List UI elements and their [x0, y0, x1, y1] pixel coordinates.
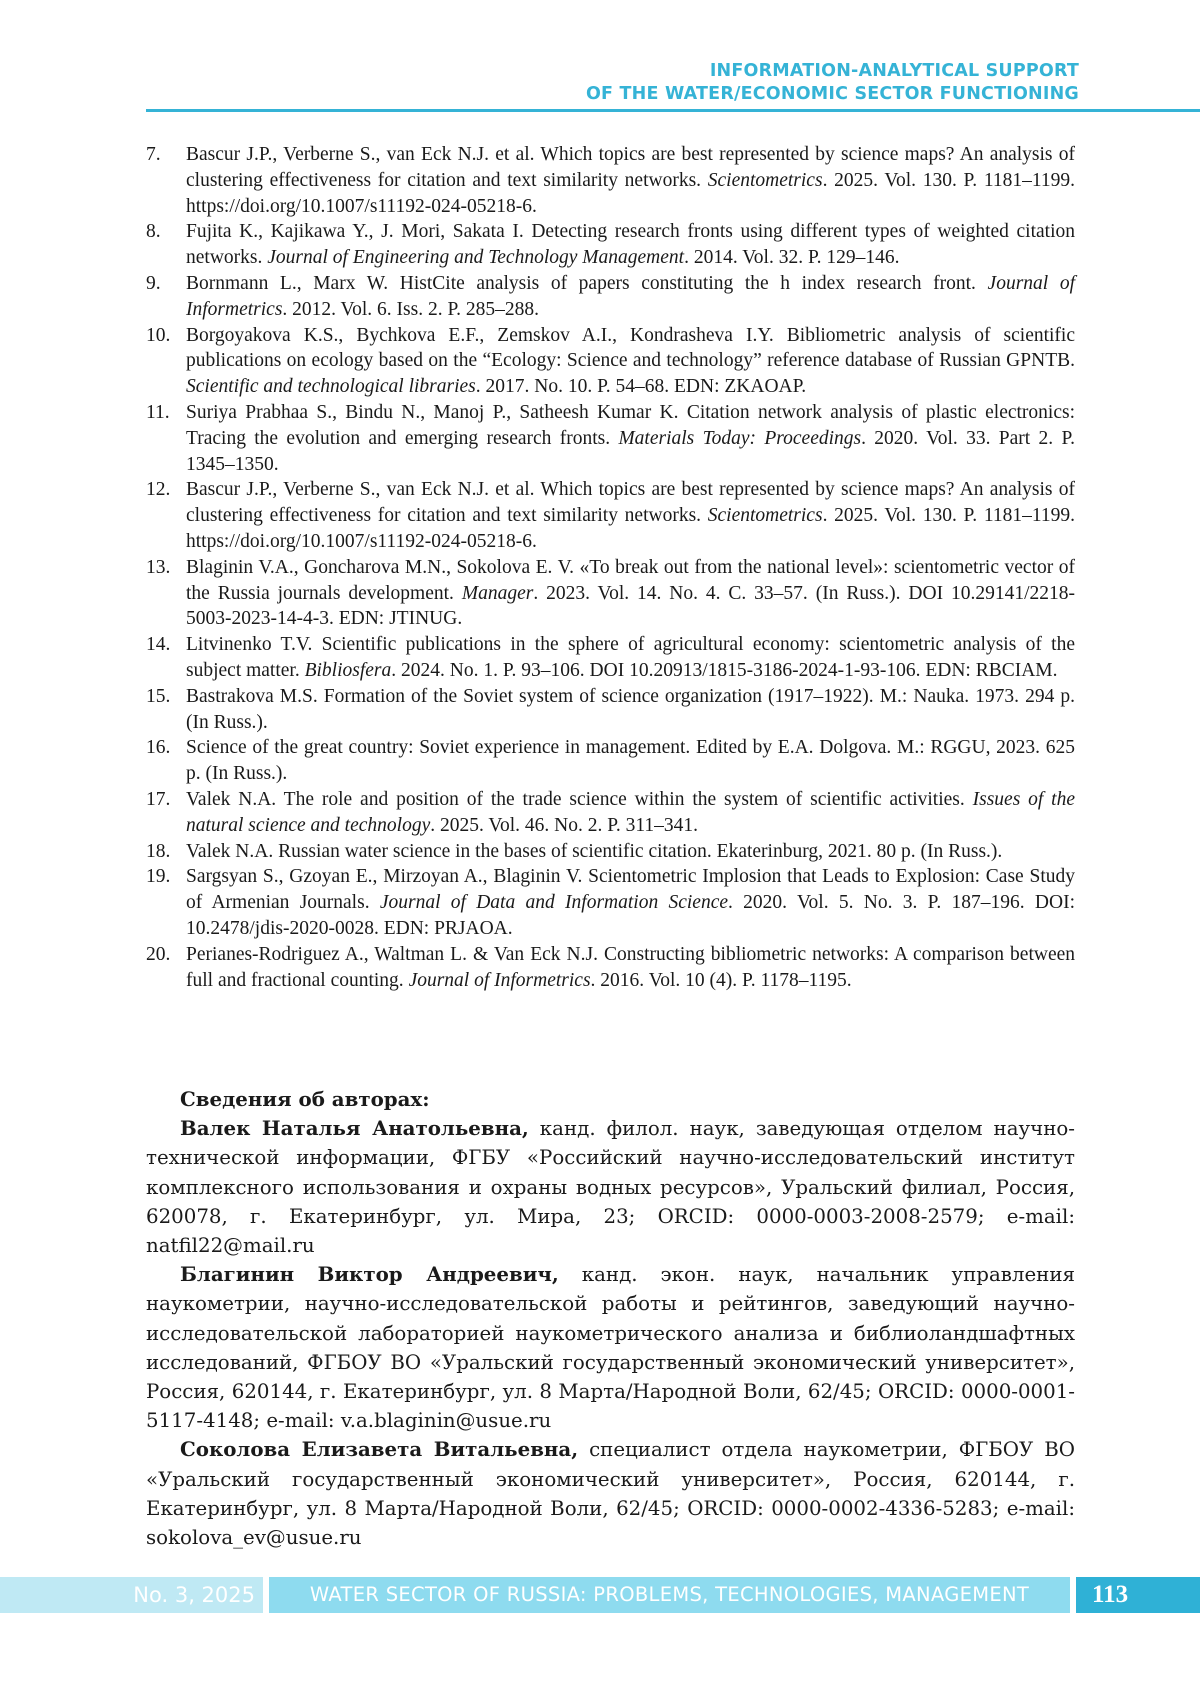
page-footer	[0, 1577, 1200, 1613]
reference-source: Materials Today: Proceedings	[618, 427, 862, 449]
reference-item	[146, 839, 1075, 865]
reference-item	[146, 735, 1075, 787]
reference-number: 10.	[146, 324, 171, 346]
header-rule	[146, 109, 1200, 112]
reference-details: . 2016. Vol. 10 (4). P. 1178–1195.	[590, 969, 852, 991]
author-name: Благинин Виктор Андреевич,	[180, 1262, 559, 1287]
header-line-1: INFORMATION-ANALYTICAL SUPPORT	[709, 61, 1079, 81]
reference-text: Sargsyan S., Gzoyan E., Mirzoyan A., Blaginin V. Scientometric Implosion that Leads to Explosion: Case Study of Armenian Journals.	[186, 866, 1075, 914]
reference-number: 20.	[146, 943, 171, 965]
authors-list	[146, 1114, 1075, 1552]
reference-text: Bascur J.P., Verberne S., van Eck N.J. et al. Which topics are best represented by science maps? An analysis of clustering effectiveness for citation and text similarity networks.	[186, 479, 1075, 527]
reference-text: Science of the great country: Soviet experience in management. Edited by E.A. Dolgova. M.: RGGU, 2023. 625 p. (In Russ.).	[186, 737, 1075, 785]
author-info	[146, 1435, 1075, 1552]
reference-number: 15.	[146, 685, 171, 707]
reference-item	[146, 323, 1075, 400]
reference-text: Suriya Prabhaa S., Bindu N., Manoj P., Satheesh Kumar K. Citation network analysis of plastic electronics: Tracing the evolution and emerging research fronts.	[186, 401, 1075, 449]
reference-source: Scientometrics	[707, 169, 823, 191]
reference-source: Bibliosfera	[304, 659, 392, 681]
reference-details: . 2012. Vol. 6. Iss. 2. P. 285–288.	[282, 298, 540, 320]
reference-number: 16.	[146, 737, 171, 759]
reference-source: Journal of Data and Information Science	[379, 892, 729, 914]
reference-item	[146, 787, 1075, 839]
reference-item	[146, 864, 1075, 941]
reference-source: Scientific and technological libraries	[186, 376, 476, 398]
author-details: канд. филол. наук, заведующая отделом научно-технической информации, ФГБУ «Российский научно-исследовательский институт комплексного использования и охраны водных ресурсов», Уральский филиал, Россия, 620078, г. Екатеринбург, ул. Мира, 23; ORCID: 0000-0003-2008-2579; e-mail: natfil22@mail.ru	[146, 1117, 1075, 1258]
reference-text: Litvinenko T.V. Scientific publications in the sphere of agricultural economy: scientometric analysis of the subject matter.	[186, 634, 1075, 681]
reference-source: Manager	[461, 582, 534, 604]
reference-text: Valek N.A. Russian water science in the bases of scientific citation. Ekaterinburg, 2021. 80 p. (In Russ.).	[186, 840, 1003, 862]
reference-details: . 2025. Vol. 46. No. 2. P. 311–341.	[430, 814, 699, 836]
reference-source: Scientometrics	[707, 505, 823, 527]
reference-text: Valek N.A. The role and position of the trade science within the system of scientific activities.	[186, 788, 973, 810]
authors-heading: Сведения об авторах:	[180, 1087, 430, 1111]
reference-number: 12.	[146, 479, 171, 501]
reference-item	[146, 942, 1075, 994]
reference-text: Bornmann L., Marx W. HistCite analysis of papers constituting the h index research front.	[186, 272, 988, 294]
reference-text: Bascur J.P., Verberne S., van Eck N.J. et al. Which topics are best represented by science maps? An analysis of clustering effectiveness for citation and text similarity networks.	[186, 144, 1075, 191]
author-info	[146, 1260, 1075, 1435]
reference-source: Journal of Informetrics	[408, 969, 591, 991]
author-details: канд. экон. наук, начальник управления наукометрии, научно-исследовательской работы и рейтингов, заведующий научно-исследовательской лабораторией наукометрического анализа и библиоландшафтных исследований, ФГБОУ ВО «Уральский государственный экономический университет», Россия, 620144, г. Екатеринбург, ул. 8 Марта/Народной Воли, 62/45; ORCID: 0000-0001-5117-4148; e-mail: v.a.blaginin@usue.ru	[146, 1263, 1075, 1433]
reference-number: 9.	[146, 272, 161, 294]
reference-details: . 2014. Vol. 32. P. 129–146.	[684, 247, 900, 269]
reference-number: 18.	[146, 840, 171, 862]
reference-text: Perianes-Rodriguez A., Waltman L. & Van Eck N.J. Constructing bibliometric networks: A comparison between full and fractional counting.	[186, 943, 1075, 991]
footer-journal-title: WATER SECTOR OF RUSSIA: PROBLEMS, TECHNOLOGIES, MANAGEMENT	[269, 1577, 1070, 1613]
reference-source: Issues of the natural science and technology	[186, 788, 1076, 836]
author-name: Соколова Елизавета Витальевна,	[180, 1437, 579, 1462]
reference-text: Borgoyakova K.S., Bychkova E.F., Zemskov A.I., Kondrasheva I.Y. Bibliometric analysis of scientific publications on ecology based on the “Ecology: Science and technology” reference database of Russian GPNTB.	[186, 324, 1075, 372]
reference-item	[146, 142, 1075, 219]
reference-number: 7.	[146, 144, 161, 165]
reference-item	[146, 632, 1075, 684]
reference-item	[146, 400, 1075, 477]
reference-item	[146, 477, 1075, 554]
reference-details: . 2023. Vol. 14. No. 4. C. 33–57. (In Russ.). DOI 10.29141/2218-5003-2023-14-4-3. EDN: JTINUG.	[186, 582, 1075, 630]
reference-item	[146, 219, 1075, 271]
author-info	[146, 1114, 1075, 1260]
author-name: Валек Наталья Анатольевна,	[180, 1116, 529, 1141]
reference-number: 19.	[146, 866, 171, 888]
footer-issue: No. 3, 2025	[0, 1577, 263, 1613]
reference-number: 11.	[146, 401, 170, 423]
author-details: специалист отдела наукометрии, ФГБОУ ВО «Уральский государственный экономический университет», Россия, 620144, г. Екатеринбург, ул. 8 Марта/Народной Воли, 62/45; ORCID: 0000-0002-4336-5283; e-mail: sokolova_ev@usue.ru	[146, 1438, 1075, 1550]
reference-number: 13.	[146, 556, 171, 578]
reference-item	[146, 684, 1075, 736]
reference-text: Bastrakova M.S. Formation of the Soviet system of science organization (1917–1922). M.: Nauka. 1973. 294 p. (In Russ.).	[186, 685, 1075, 733]
reference-details: . 2025. Vol. 130. P. 1181–1199. https://doi.org/10.1007/s11192-024-05218-6.	[186, 169, 1075, 217]
reference-source: Journal of Engineering and Technology Management	[267, 247, 685, 269]
reference-item	[146, 271, 1075, 323]
reference-list	[146, 142, 1075, 993]
reference-details: . 2024. No. 1. P. 93–106. DOI 10.20913/1815-3186-2024-1-93-106. EDN: RBCIAM.	[391, 659, 1058, 681]
reference-source: Journal of Informetrics	[186, 272, 1075, 320]
reference-item	[146, 555, 1075, 632]
header-line-2: OF THE WATER/ECONOMIC SECTOR FUNCTIONING	[585, 84, 1079, 104]
page-number: 113	[1076, 1577, 1200, 1613]
reference-number: 17.	[146, 788, 171, 810]
reference-text: Fujita K., Kajikawa Y., J. Mori, Sakata I. Detecting research fronts using different types of weighted citation networks.	[186, 221, 1075, 269]
reference-details: . 2020. Vol. 5. No. 3. P. 187–196. DOI: 10.2478/jdis-2020-0028. EDN: PRJAOA.	[186, 892, 1075, 939]
reference-text: Blaginin V.A., Goncharova M.N., Sokolova E. V. «To break out from the national level»: scientometric vector of the Russia journals development.	[186, 556, 1075, 604]
reference-details: . 2020. Vol. 33. Part 2. P. 1345–1350.	[186, 427, 1076, 475]
reference-number: 8.	[146, 221, 161, 243]
reference-number: 14.	[146, 634, 171, 656]
authors-section	[146, 1085, 1075, 1552]
reference-details: . 2025. Vol. 130. P. 1181–1199. https://doi.org/10.1007/s11192-024-05218-6.	[186, 505, 1075, 552]
reference-details: . 2017. No. 10. P. 54–68. EDN: ZKAOAP.	[475, 376, 807, 398]
running-header	[586, 60, 1079, 106]
